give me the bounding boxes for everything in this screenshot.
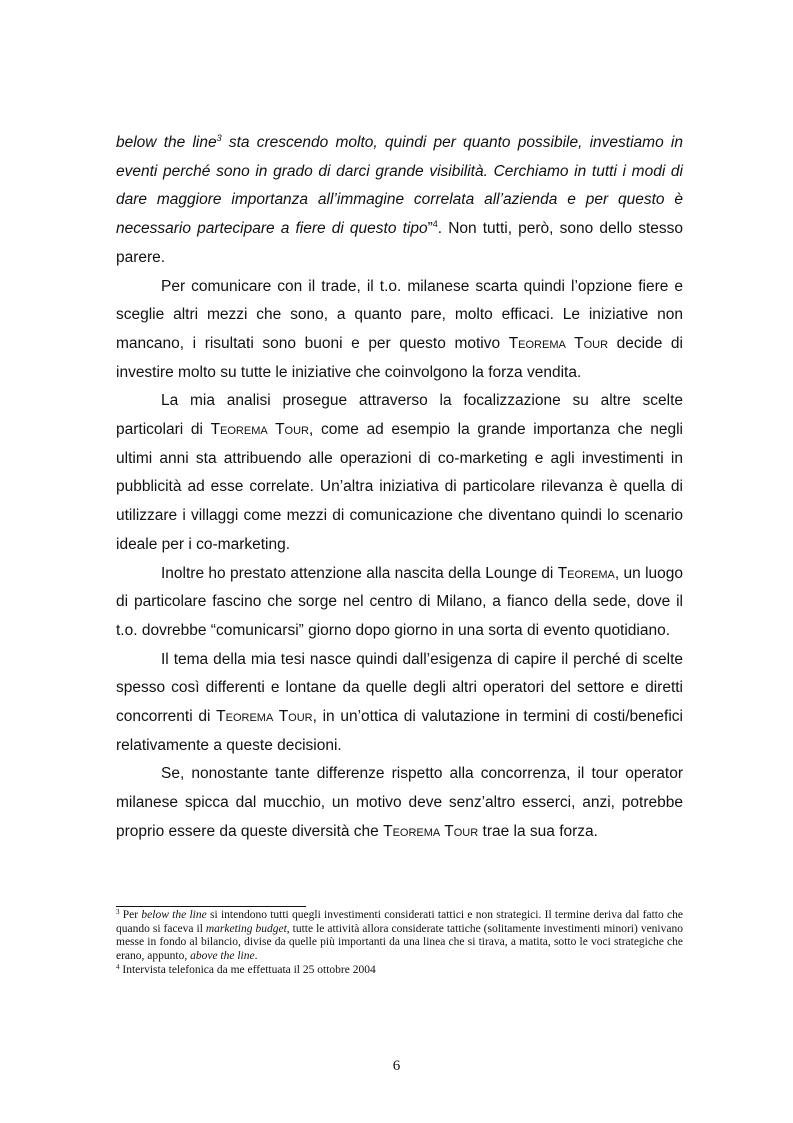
text-span: Se, nonostante tante differenze rispetto alla concorrenza, il tour operator milanese spicca dal mucchio, un motivo deve senz’altro esserci, anzi, potrebbe proprio essere da queste diversità che bbox=[116, 765, 683, 840]
paragraph-3 bbox=[116, 387, 683, 559]
emphasis: below the line bbox=[141, 909, 207, 921]
text-span: Per bbox=[119, 909, 142, 921]
text-span: si intendono tutti quegli investimenti considerati tattici e non strategici. Il termine deriva dal fatto che quando si faceva il bbox=[116, 909, 683, 935]
footnotes bbox=[116, 909, 683, 978]
quote-text: below the line bbox=[116, 134, 217, 151]
footnote-separator bbox=[116, 906, 306, 907]
footnote-ref-4: 4 bbox=[432, 219, 438, 230]
text-span: Inoltre ho prestato attenzione alla nascita della Lounge di bbox=[161, 564, 558, 582]
footnote-number: 4 bbox=[116, 962, 120, 971]
emphasis: marketing budget bbox=[205, 922, 287, 935]
quote-text: sta crescendo molto, quindi per quanto possibile, investiamo in eventi perché sono in grado di darci grande visibilità. Cerchiamo in tutti i modi di dare maggiore importanza all’immagine correlata all’azienda e per questo è necessario partecipare a fiere di questo tipo bbox=[116, 134, 683, 238]
footnote-number: 3 bbox=[116, 908, 120, 916]
brand-name: Teorema bbox=[557, 564, 615, 582]
closing-quote: ” bbox=[427, 220, 433, 238]
text-span: , come ad esempio la grande importanza che negli ultimi anni sta attribuendo alle operazioni di co-marketing e agli investimenti in pubblicità ad esse correlate. Un’altra iniziativa di particolare rilevanza è quella di utilizzare i villaggi come mezzi di comunicazione che diventano quindi lo scenario ideale per i co-marketing. bbox=[116, 421, 683, 553]
body-text bbox=[116, 129, 683, 847]
brand-name: Teorema Tour bbox=[216, 708, 313, 726]
footnote-ref-3: 3 bbox=[216, 133, 222, 143]
page-number: 6 bbox=[392, 1058, 401, 1074]
paragraph-2 bbox=[116, 273, 683, 388]
footnote-3 bbox=[116, 909, 683, 964]
paragraph-4 bbox=[116, 560, 683, 646]
text-span: , tutte le attività allora considerate tattiche (solitamente investimenti minori) venivano messe in fondo al bilancio, divise da quelle più importanti da una linea che si tirava, a matita, sotto le voci strategiche che erano, appunto, bbox=[116, 922, 683, 963]
text-span: . Non tutti, però, sono dello stesso parere. bbox=[116, 220, 683, 266]
text-span: . bbox=[254, 950, 258, 963]
emphasis: above the line bbox=[190, 950, 255, 963]
text-span: Per comunicare con il trade, il t.o. milanese scarta quindi l’opzione fiere e sceglie altri mezzi che sono, a quanto pare, molto efficaci. Le iniziative non mancano, i risultati sono buoni e per questo motivo bbox=[116, 277, 683, 352]
paragraph-1 bbox=[116, 129, 683, 273]
text-span: Il tema della mia tesi nasce quindi dall’esigenza di capire il perché di scelte spesso così differenti e lontane da quelle degli altri operatori del settore e diretti concorrenti di bbox=[116, 650, 683, 726]
text-span: La mia analisi prosegue attraverso la focalizzazione su altre scelte particolari di bbox=[116, 392, 683, 439]
brand-name: Teorema Tour bbox=[383, 822, 479, 840]
footnote-4 bbox=[116, 964, 683, 978]
paragraph-5 bbox=[116, 646, 683, 761]
text-span: , in un’ottica di valutazione in termini di costi/benefici relativamente a queste decisioni. bbox=[116, 708, 683, 754]
brand-name: Teorema Tour bbox=[210, 421, 309, 439]
text-span: Intervista telefonica da me effettuata il 25 ottobre 2004 bbox=[119, 963, 376, 976]
paragraph-6 bbox=[116, 760, 683, 846]
text-span: trae la sua forza. bbox=[478, 822, 598, 840]
brand-name: Teorema Tour bbox=[508, 334, 609, 352]
text-span: decide di investire molto su tutte le iniziative che coinvolgono la forza vendita. bbox=[116, 334, 683, 381]
text-span: , un luogo di particolare fascino che sorge nel centro di Milano, a fianco della sede, dove il t.o. dovrebbe “comunicarsi” giorno dopo giorno in una sorta di evento quotidiano. bbox=[116, 564, 683, 639]
